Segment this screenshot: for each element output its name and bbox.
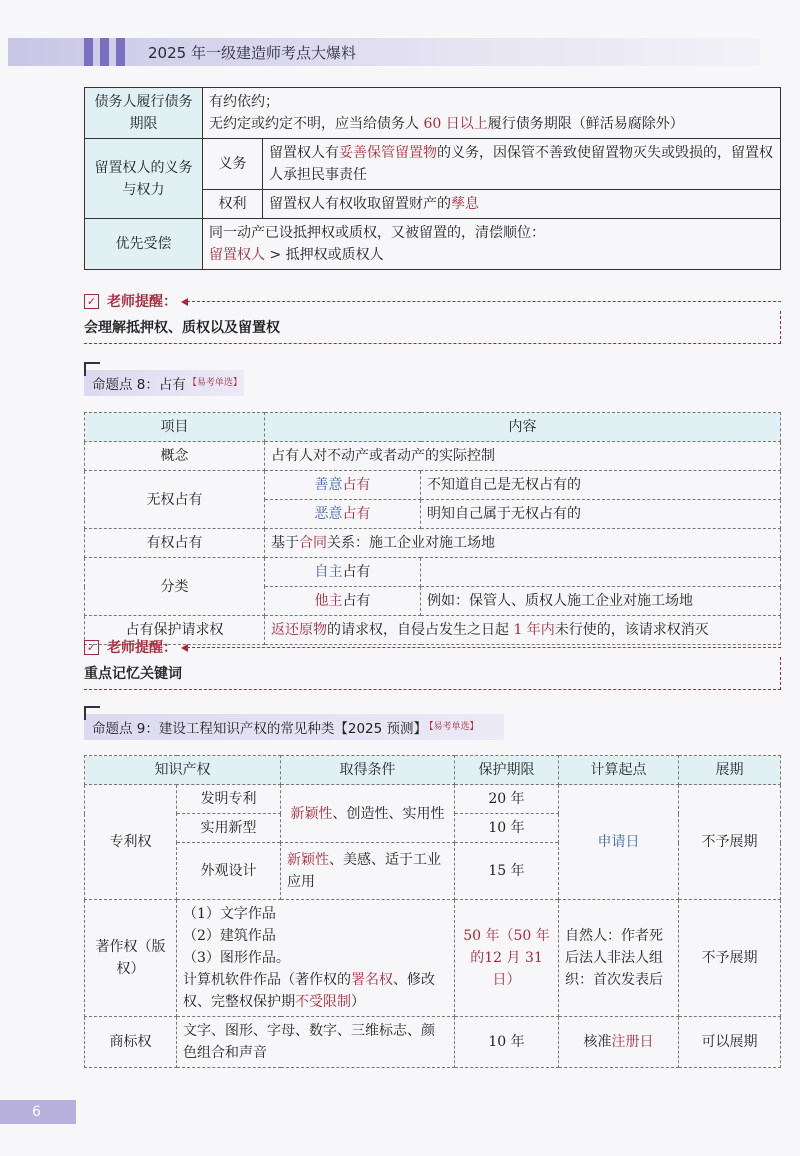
row-content: 留置权人有妥善保管留置物的义务，因保管不善致使留置物灭失或毁损的，留置权人承担民事责任 — [263, 139, 781, 190]
table-row: 外观设计 新颖性、美感、适于工业应用 15 年 — [85, 843, 781, 900]
table-row: 无权占有 善意占有 不知道自己是无权占有的 — [85, 471, 781, 500]
table-row: 恶意占有 明知自己属于无权占有的 — [85, 500, 781, 529]
arrow-icon — [187, 301, 781, 302]
row-content: 有约依约； 无约定或约定不明，应当给债务人 60 日以上履行债务期限（鲜活易腐除外） — [203, 88, 781, 139]
row-content: 同一动产已设抵押权或质权，又被留置的，清偿顺位： 留置权人 > 抵押权或质权人 — [203, 219, 781, 270]
table-row — [85, 88, 781, 139]
column-header: 知识产权 — [85, 756, 281, 785]
table-row: 有权占有 基于合同关系：施工企业对施工场地 — [85, 529, 781, 558]
header-bars — [84, 38, 125, 66]
table-row: 分类 自主占有 — [85, 558, 781, 587]
possession-table — [84, 412, 781, 645]
sub-label: 义务 — [203, 139, 263, 190]
teacher-tip-2 — [84, 637, 781, 690]
teacher-tip-1 — [84, 291, 781, 344]
table-row: 著作权（版权） （1）文字作品 （2）建筑作品 （3）图形作品。 计算机软件作品（著作权的署名权、修改权、完整权保护期不受限制） 50 年（50 年的12 月 31 日） 自然人：作者死后法人非法人组织：首次发表后 不予展期 — [85, 900, 781, 1017]
table-row — [85, 219, 781, 270]
arrow-icon — [187, 647, 781, 648]
tip-heading: 老师提醒： — [107, 294, 177, 310]
table-row: 他主占有 例如：保管人、质权人施工企业对施工场地 — [85, 587, 781, 616]
column-header: 内容 — [265, 413, 781, 442]
table-row: 实用新型 10 年 — [85, 814, 781, 843]
check-icon: ✓ — [84, 294, 99, 309]
row-label: 留置权人的义务与权力 — [85, 139, 203, 219]
table-row: 专利权 发明专利 新颖性、创造性、实用性 20 年 申请日 不予展期 — [85, 785, 781, 814]
sub-label: 权利 — [203, 190, 263, 219]
section-heading-9: 命题点 9：建设工程知识产权的常见种类【2025 预测】 $^{【易考单选】}$ — [84, 714, 479, 740]
column-header: 项目 — [85, 413, 265, 442]
check-icon: ✓ — [84, 640, 99, 655]
table-header-row — [85, 756, 781, 785]
header-title: 2025 年一级建造师考点大爆料 — [148, 44, 356, 62]
column-header: 展期 — [679, 756, 781, 785]
column-header: 计算起点 — [559, 756, 679, 785]
table-row: 占有保护请求权 返还原物的请求权，自侵占发生之日起 1 年内未行使的，该请求权消灭 — [85, 616, 781, 645]
row-content: 留置权人有权收取留置财产的孳息 — [263, 190, 781, 219]
tip-body: 会理解抵押权、质权以及留置权 — [84, 311, 781, 344]
ip-table — [84, 755, 781, 1068]
row-label: 优先受偿 — [85, 219, 203, 270]
column-header: 保护期限 — [455, 756, 559, 785]
row-label: 债务人履行债务期限 — [85, 88, 203, 139]
section-heading-8: 命题点 8：占有 $^{【易考单选】}$ — [84, 370, 242, 396]
table-header-row — [85, 413, 781, 442]
table-row — [85, 139, 781, 190]
lien-table — [84, 87, 781, 270]
tip-heading: 老师提醒： — [107, 640, 177, 656]
page-header — [8, 38, 760, 66]
column-header: 取得条件 — [281, 756, 455, 785]
table-row: 概念 占有人对不动产或者动产的实际控制 — [85, 442, 781, 471]
page-number: 6 — [0, 1100, 76, 1124]
tip-body: 重点记忆关键词 — [84, 657, 781, 690]
table-row: 商标权 文字、图形、字母、数字、三维标志、颜色组合和声音 10 年 核准注册日 可以展期 — [85, 1017, 781, 1068]
